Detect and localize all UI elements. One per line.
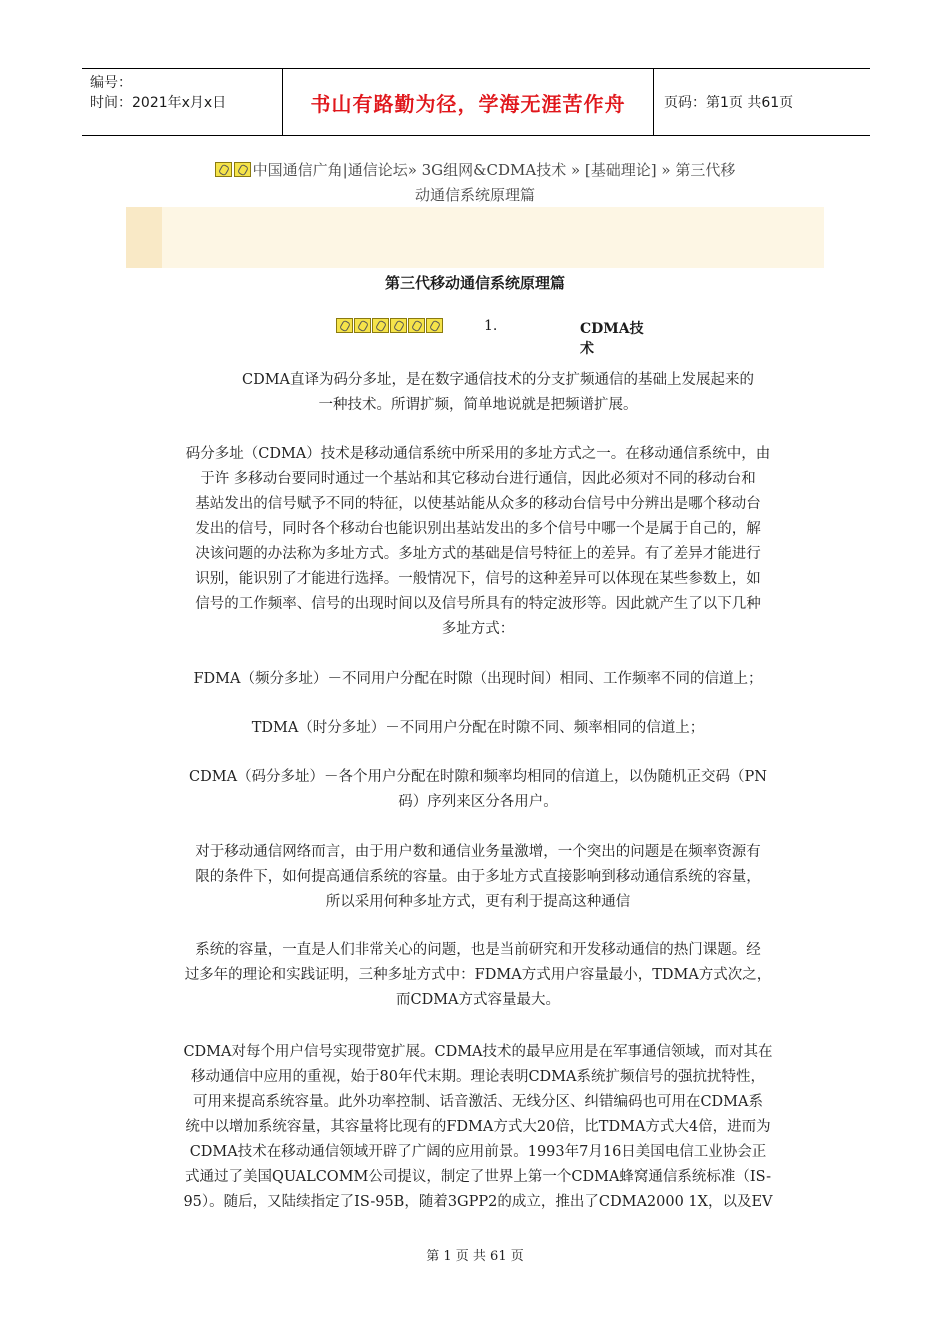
text-line: 95）。随后，又陆续指定了IS-95B，随着3GPP2的成立，推出了CDMA2000 1X，以及EV xyxy=(183,1194,773,1210)
link-icon xyxy=(390,318,407,333)
breadcrumb-line-2[interactable]: 动通信系统原理篇 xyxy=(414,186,535,204)
text-line: 码）序列来区分各用户。 xyxy=(398,794,558,810)
text-line: 统中以增加系统容量，其容量将比现有的FDMA方式大20倍，比TDMA方式大4倍，进而为 xyxy=(185,1119,771,1135)
section-icons xyxy=(336,318,444,335)
text-line: CDMA技术在移动通信领域开辟了广阔的应用前景。1993年7月16日美国电信工业协会正 xyxy=(189,1144,767,1160)
text-line: 信号的工作频率、信号的出现时间以及信号所具有的特定波形等。因此就产生了以下几种 xyxy=(195,596,761,612)
text-line: 发出的信号，同时各个移动台也能识别出基站发出的多个信号中哪一个是属于自己的，解 xyxy=(195,521,761,537)
text-line: FDMA（频分多址）－不同用户分配在时隙（出现时间）相同、工作频率不同的信道上； xyxy=(193,671,763,687)
number-label: 编号： xyxy=(90,75,132,91)
link-icon xyxy=(372,318,389,333)
motto: 书山有路勤为径，学海无涯苦作舟 xyxy=(310,91,626,116)
link-icon xyxy=(426,318,443,333)
link-icon xyxy=(354,318,371,333)
header-table xyxy=(82,68,870,136)
paragraph xyxy=(158,667,798,692)
header-motto-cell xyxy=(282,69,654,135)
page-title: 第三代移动通信系统原理篇 xyxy=(384,274,565,292)
text-line: TDMA（时分多址）－不同用户分配在时隙不同、频率相同的信道上； xyxy=(251,720,705,736)
text-line: 一种技术。所谓扩频，简单地说就是把频谱扩展。 xyxy=(318,397,638,413)
text-line: 决该问题的办法称为多址方式。多址方式的基础是信号特征上的差异。有了差异才能进行 xyxy=(195,546,761,562)
text-line: 系统的容量，一直是人们非常关心的问题，也是当前研究和开发移动通信的热门课题。经 xyxy=(195,942,761,958)
banner-side xyxy=(126,207,162,268)
paragraph xyxy=(158,765,798,815)
text-line: 于许 多移动台要同时通过一个基站和其它移动台进行通信，因此必须对不同的移动台和 xyxy=(200,471,756,487)
text-line: 识别，能识别了才能进行选择。一般情况下，信号的这种差异可以体现在某些参数上，如 xyxy=(195,571,761,587)
text-line: 基站发出的信号赋予不同的特征，以使基站能从众多的移动台信号中分辨出是哪个移动台 xyxy=(195,496,761,512)
section-title: CDMA技术 xyxy=(580,321,644,357)
section-number: 1. xyxy=(484,318,498,334)
text-line: 式通过了美国QUALCOMM公司提议，制定了世界上第一个CDMA蜂窝通信系统标准（IS- xyxy=(184,1169,772,1185)
text-line: 码分多址（CDMA）技术是移动通信系统中所采用的多址方式之一。在移动通信系统中，由 xyxy=(185,446,771,462)
text-line: 而CDMA方式容量最大。 xyxy=(395,992,561,1008)
text-line: 可用来提高系统容量。此外功率控制、话音激活、无线分区、纠错编码也可用在CDMA系 xyxy=(192,1094,764,1110)
text-line: 对于移动通信网络而言，由于用户数和通信业务量激增，一个突出的问题是在频率资源有 xyxy=(195,844,761,860)
header-info-cell xyxy=(82,69,282,135)
paragraph xyxy=(158,442,798,642)
link-icon xyxy=(336,318,353,333)
link-icon xyxy=(234,162,251,177)
paragraph xyxy=(158,840,798,915)
text-line: 移动通信中应用的重视，始于80年代末期。理论表明CDMA系统扩频信号的强抗扰特性， xyxy=(191,1069,765,1085)
link-icon xyxy=(215,162,232,177)
section-heading xyxy=(336,318,656,357)
banner xyxy=(126,207,824,268)
page-footer: 第 1 页 共 61 页 xyxy=(426,1249,524,1264)
link-icon xyxy=(408,318,425,333)
text-line: 所以采用何种多址方式，更有利于提高这种通信 xyxy=(325,894,631,910)
text-line: CDMA直译为码分多址，是在数字通信技术的分支扩频通信的基础上发展起来的 xyxy=(241,372,755,388)
text-line: CDMA（码分多址）－各个用户分配在时隙和频率均相同的信道上，以伪随机正交码（PN xyxy=(189,769,767,785)
text-line: 过多年的理论和实践证明，三种多址方式中：FDMA方式用户容量最小，TDMA方式次之， xyxy=(184,967,772,983)
paragraph xyxy=(158,716,798,741)
paragraph xyxy=(158,1040,798,1215)
breadcrumb-line-1[interactable]: 中国通信广角|通信论坛» 3G组网&CDMA技术 » [基础理论] » 第三代移 xyxy=(252,161,736,179)
header-page-cell xyxy=(654,69,870,135)
paragraph xyxy=(158,938,798,1013)
text-line: 限的条件下，如何提高通信系统的容量。由于多址方式直接影响到移动通信系统的容量， xyxy=(195,869,761,885)
time-label: 时间：2021年x月x日 xyxy=(90,95,227,111)
paragraph xyxy=(158,368,798,418)
breadcrumb xyxy=(150,158,800,208)
text-line: 多址方式： xyxy=(441,621,515,637)
page-info: 页码：第1页 共61页 xyxy=(664,95,794,111)
text-line: CDMA对每个用户信号实现带宽扩展。CDMA技术的最早应用是在军事通信领域，而对其在 xyxy=(183,1044,773,1060)
